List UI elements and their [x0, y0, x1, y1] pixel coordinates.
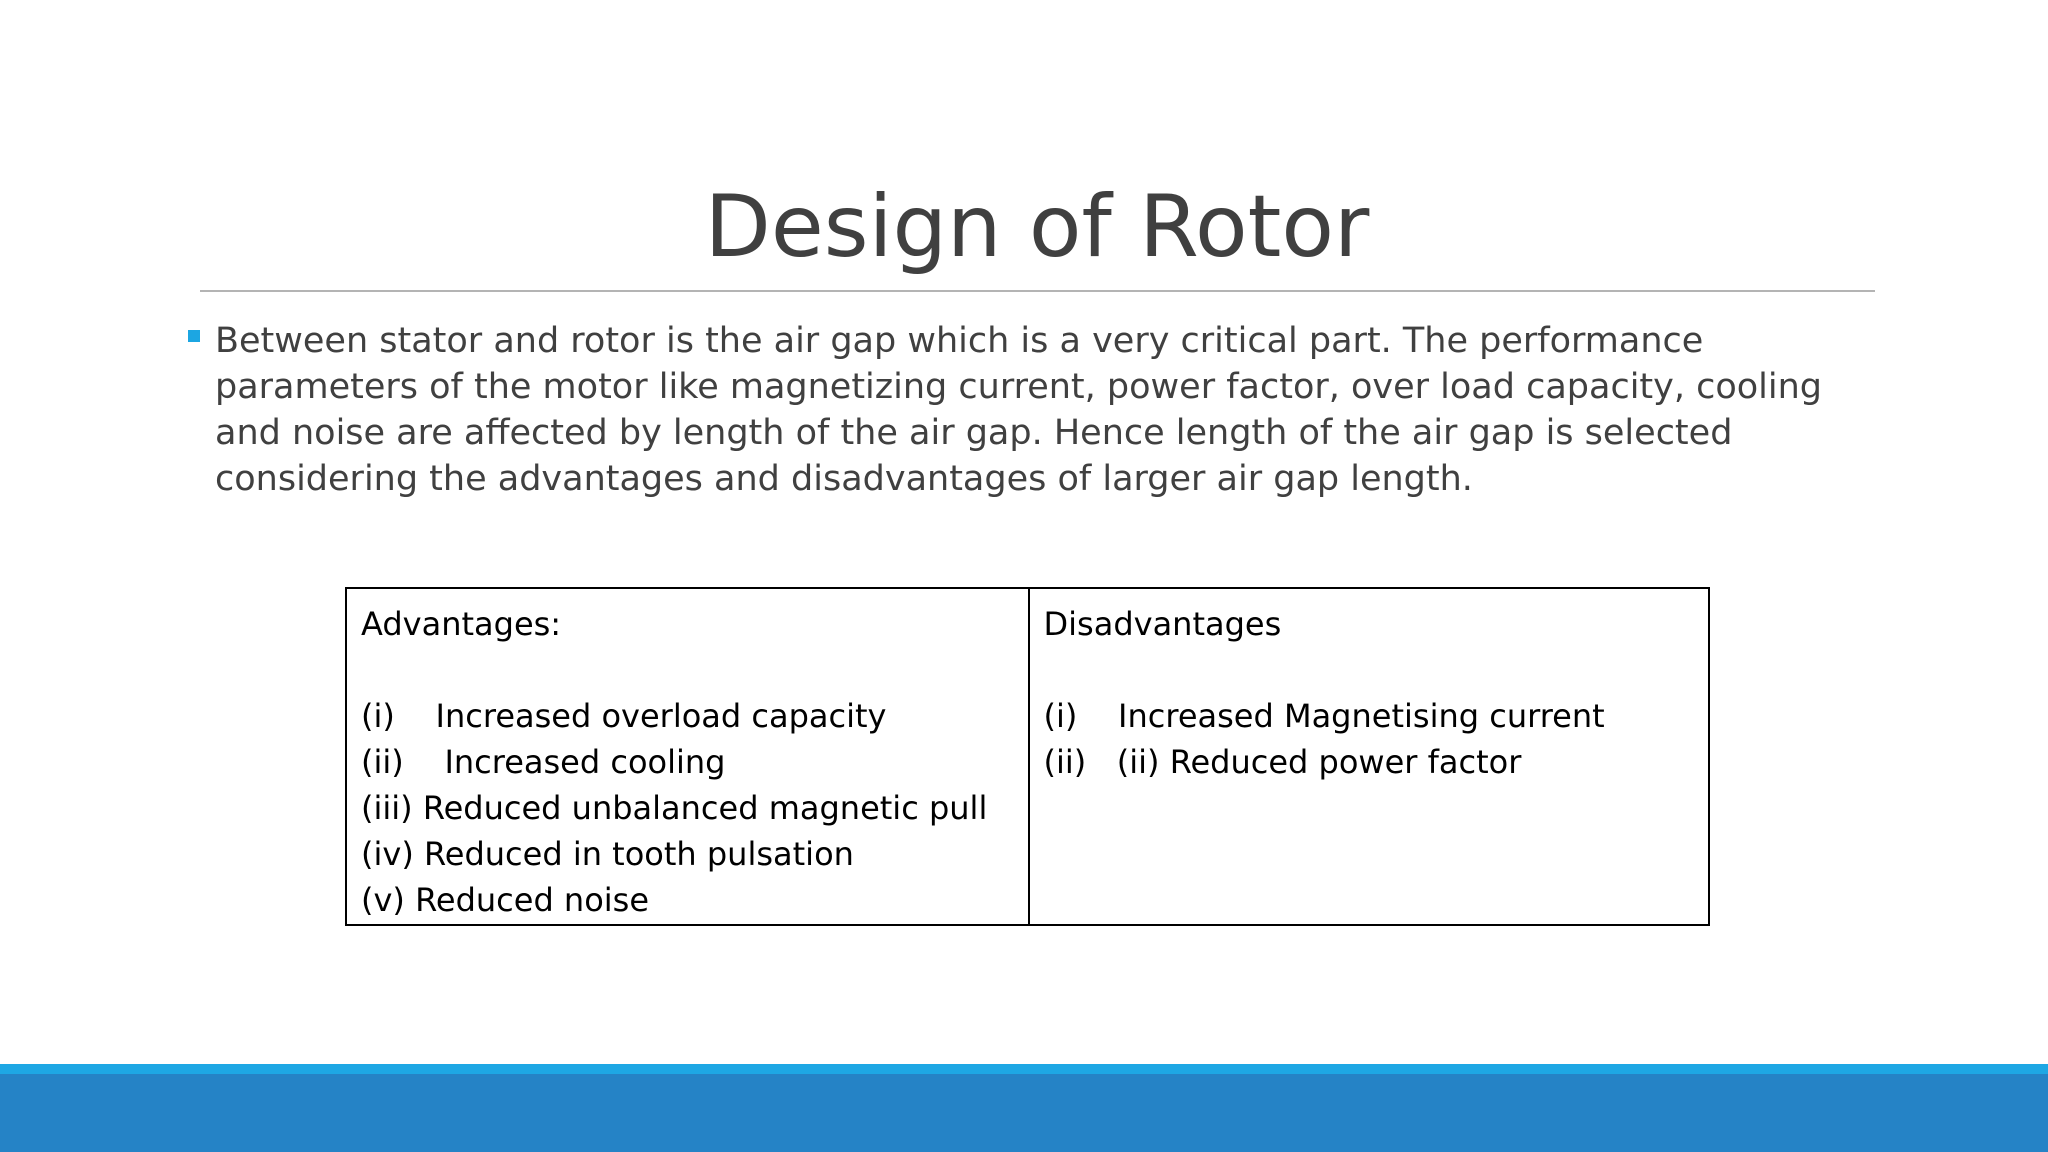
title-divider: [200, 290, 1875, 292]
disadvantages-column: [1028, 589, 1709, 924]
footer-bar: [0, 1074, 2048, 1152]
advantages-heading: Advantages:: [361, 605, 562, 643]
square-bullet-icon: [188, 330, 200, 342]
advantages-column: [347, 589, 1028, 924]
list-item: (v) Reduced noise: [361, 881, 650, 919]
list-item: (ii) Increased cooling: [361, 743, 726, 781]
comparison-table: [345, 587, 1710, 926]
footer-stripe: [0, 1064, 2048, 1074]
slide-title: Design of Rotor: [704, 177, 1370, 277]
list-item: (ii) (ii) Reduced power factor: [1043, 743, 1522, 781]
bullet-text: Between stator and rotor is the air gap which is a very critical part. The performance parameters of the motor like magnetizing current, power factor, over load capacity, cooling and noise are affected by length of the air gap. Hence length of the air gap is selected considering the advantages and disadvantages of larger air gap length.: [215, 321, 1823, 499]
list-item: (i) Increased Magnetising current: [1043, 697, 1605, 735]
disadvantages-list: [1044, 693, 1695, 785]
list-item: (i) Increased overload capacity: [361, 697, 887, 735]
list-item: (iii) Reduced unbalanced magnetic pull: [361, 789, 988, 827]
advantages-list: [361, 693, 1014, 923]
list-item: (iv) Reduced in tooth pulsation: [361, 835, 854, 873]
disadvantages-heading: Disadvantages: [1043, 605, 1282, 643]
